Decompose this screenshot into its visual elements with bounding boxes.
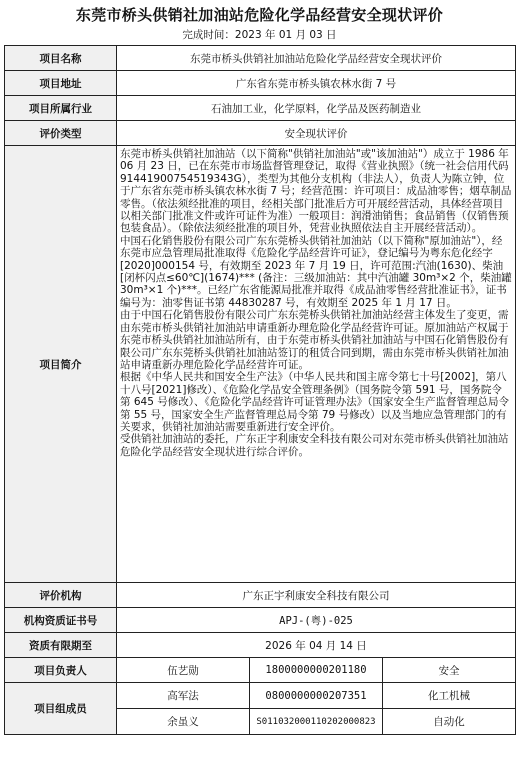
completion-date: 完成时间：2023 年 01 月 03 日 <box>182 29 337 41</box>
label-intro: 项目简介 <box>5 146 117 583</box>
intro-paragraph: 东莞市桥头供销社加油站（以下简称"供销社加油站"或"该加油站"）成立于 1986 年 06 月 23 日，已在东莞市市场监督管理登记，取得《营业执照》（统一社会信用代码 91441900754519343G），类型为其他分支机构（非法人），负责人为陈立钟，位于广东省东莞市桥头镇农林水街 7 号；经营范围：许可项目：成品油零售；烟草制品零售。（依法须经批准的项目，经相关部门批准后方可开展经营活动，具体经营项目以相关部门批准文件或许可证件为准）一般项目：润滑油销售；食品销售（仅销售预包装食品）。（除依法须经批准的项目外，凭营业执照依法自主开展经营活动）。 <box>120 148 512 235</box>
evaluation-info-table <box>4 45 516 735</box>
row-eval-type <box>5 121 516 146</box>
member-specialty: 化工机械 <box>383 683 516 709</box>
label-project-name: 项目名称 <box>5 46 117 71</box>
leader-name: 伍艺勋 <box>117 658 250 683</box>
row-cert-no <box>5 608 516 633</box>
intro-paragraph: 受供销社加油站的委托，广东正宇利康安全科技有限公司对东莞市桥头供销社加油站危险化学品经营安全现状进行综合评价。 <box>120 433 509 458</box>
value-valid-until: 2026 年 04 月 14 日 <box>117 633 516 658</box>
row-project-name <box>5 46 516 71</box>
label-leader: 项目负责人 <box>5 658 117 683</box>
label-industry: 项目所属行业 <box>5 96 117 121</box>
member-cert-id: S011032000110202000823 <box>250 709 383 735</box>
value-cert-no: APJ-(粤)-025 <box>117 608 516 633</box>
intro-paragraph: 由于中国石化销售股份有限公司广东东莞桥头供销社加油站经营主体发生了变更，需由东莞市桥头供销社加油站申请重新办理危险化学品经营许可证。原加油站产权属于东莞市桥头供销社加油站所有，由于东莞市桥头供销社加油站与中国石化销售股份有限公司广东东莞桥头供销社加油站签订的租赁合同到期，需由东莞市桥头供销社加油站申请重新办理危险化学品经营许可证。 <box>120 309 509 371</box>
page-title: 东莞市桥头供销社加油站危险化学品经营安全现状评价 <box>75 6 444 24</box>
member-name: 余虽义 <box>117 709 250 735</box>
row-project-address <box>5 71 516 96</box>
label-project-address: 项目地址 <box>5 71 117 96</box>
intro-paragraph: 中国石化销售股份有限公司广东东莞桥头供销社加油站（以下简称"原加油站"），经东莞市应急管理局批准取得《危险化学品经营许可证》，登记编号为粤东危化经字[2020]000154 号，有效期至 2023 年 7 月 19 日，许可范围:汽油(1630)、柴油[闭杯闪点≤60℃](1674)*** (备注：三级加油站：其中汽油罐 30m³×2 个，柴油罐 30m³×1 个)***。已经广东省能源局批准并取得《成品油零售经营批准证书》，证书编号为：油零售证书第 44830287 号，有效期至 2025 年 1 月 17 日。 <box>120 234 512 309</box>
label-eval-type: 评价类型 <box>5 121 117 146</box>
label-valid-until: 资质有限期至 <box>5 633 117 658</box>
value-project-name: 东莞市桥头供销社加油站危险化学品经营安全现状评价 <box>117 46 516 71</box>
member-specialty: 自动化 <box>383 709 516 735</box>
row-industry <box>5 96 516 121</box>
value-industry: 石油加工业，化学原料，化学品及医药制造业 <box>117 96 516 121</box>
label-cert-no: 机构资质证书号 <box>5 608 117 633</box>
member-cert-id: 0800000000207351 <box>250 683 383 709</box>
row-leader <box>5 658 516 683</box>
value-eval-type: 安全现状评价 <box>117 121 516 146</box>
leader-cert-id: 1800000000201180 <box>250 658 383 683</box>
row-member <box>5 683 516 709</box>
row-eval-org <box>5 583 516 608</box>
label-eval-org: 评价机构 <box>5 583 117 608</box>
intro-paragraph: 根据《中华人民共和国安全生产法》（中华人民共和国主席令第七十号[2002]，第八十八号[2021]修改）、《危险化学品安全管理条例》（国务院令第 591 号，国务院令第 645 号修改）、《危险化学品经营许可证管理办法》（国家安全生产监督管理总局令第 55 号，国家安全生产监督管理总局令第 79 号修改）以及当地应急管理部门的有关要求，供销社加油站需要重新进行安全评价。 <box>120 371 509 433</box>
label-members: 项目组成员 <box>5 683 117 735</box>
value-project-address: 广东省东莞市桥头镇农林水街 7 号 <box>117 71 516 96</box>
row-valid-until <box>5 633 516 658</box>
value-eval-org: 广东正宇利康安全科技有限公司 <box>117 583 516 608</box>
member-name: 高军法 <box>117 683 250 709</box>
row-intro <box>5 146 516 583</box>
intro-text <box>117 146 516 583</box>
leader-specialty: 安全 <box>383 658 516 683</box>
